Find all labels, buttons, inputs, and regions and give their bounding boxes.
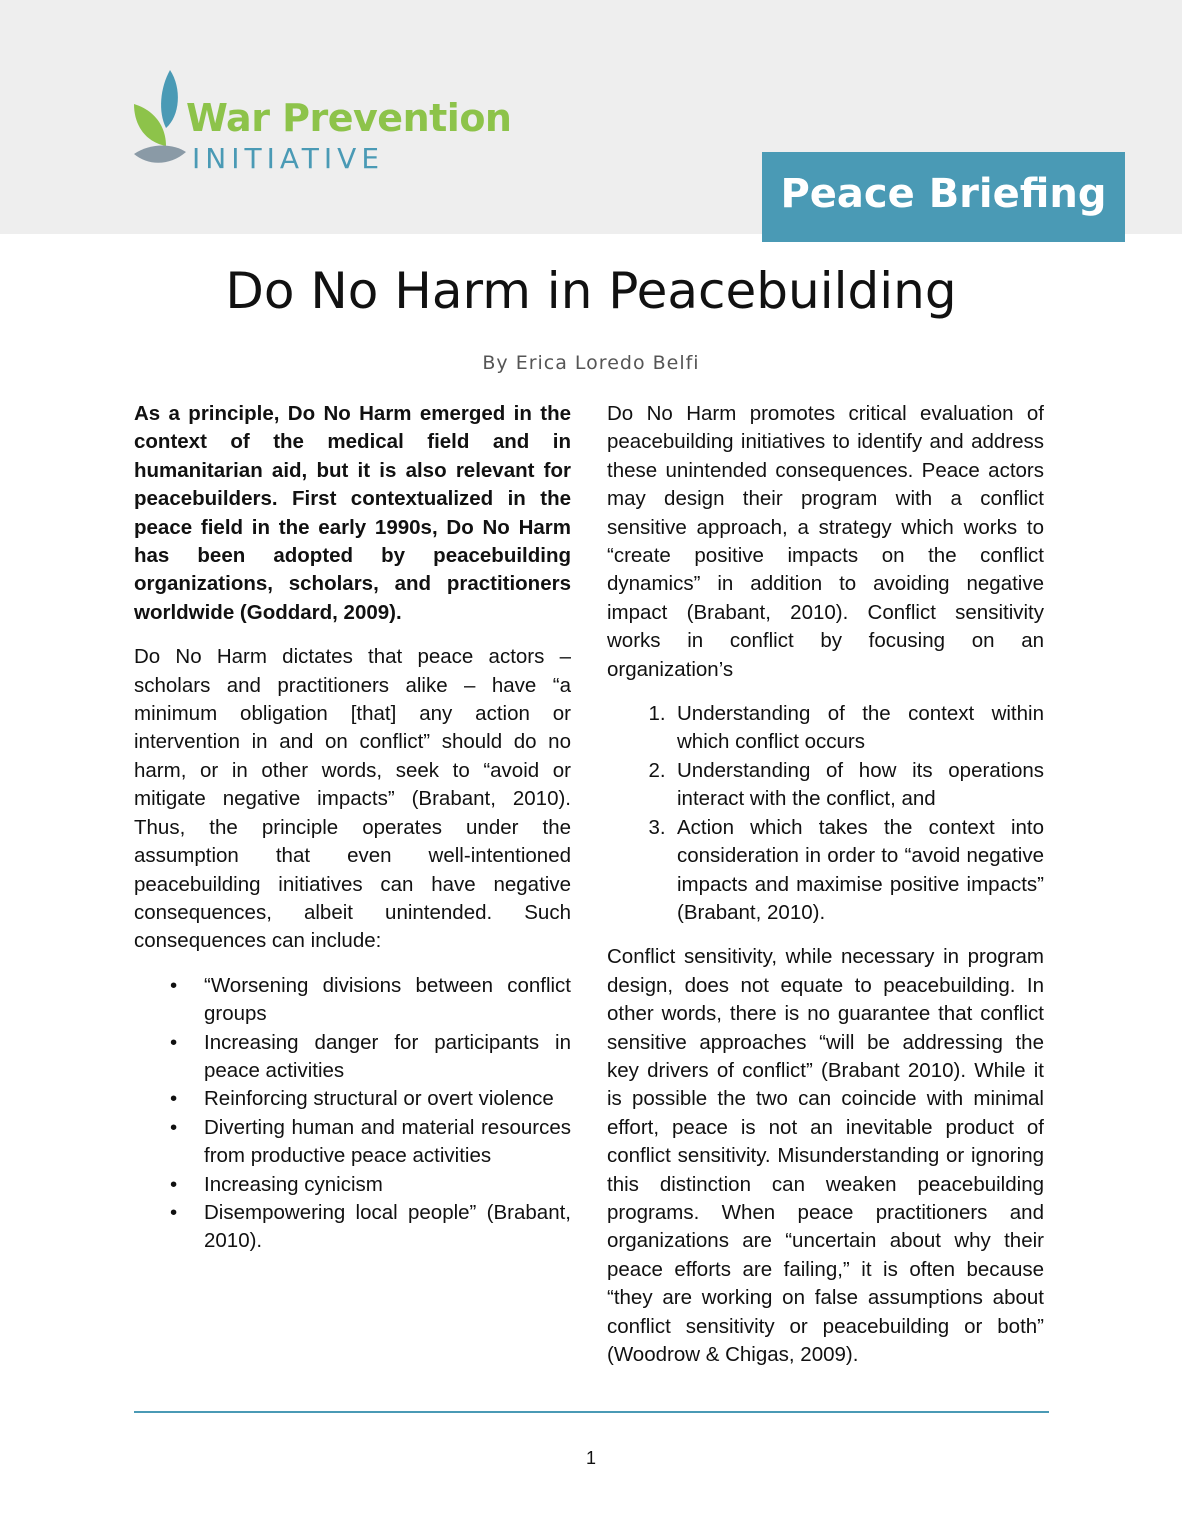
peace-briefing-badge: Peace Briefing — [762, 152, 1125, 242]
left-column — [134, 400, 571, 1272]
organization-logo — [130, 66, 510, 186]
right-column — [607, 400, 1044, 1385]
list-item: 2. Understanding of how its operations interact with the conflict, and — [677, 757, 1044, 814]
author-byline: By Erica Loredo Belfi — [482, 352, 700, 374]
list-item: • Increasing danger for participants in peace activities — [204, 1029, 571, 1086]
list-item: 1. Understanding of the context within which conflict occurs — [677, 700, 1044, 757]
list-item: • Reinforcing structural or overt violence — [204, 1085, 571, 1113]
list-item: • Disempowering local people” (Brabant, 2010). — [204, 1199, 571, 1256]
leaf-logo-icon — [130, 66, 190, 176]
body-paragraph: Conflict sensitivity, while necessary in program design, does not equate to peacebuilding. In other words, there is no guarantee that conflict sensitive approaches “will be addressing the key drivers of conflict” (Brabant 2010). While it is possible the two can coincide with minimal effort, peace is not an inevitable product of conflict sensitivity. Misunderstanding or ignoring this distinction can weaken peacebuilding programs. When peace practitioners and organizations are “uncertain about why their peace efforts are failing,” it is often because “they are working on false assumptions about conflict sensitivity or peacebuilding or both” (Woodrow & Chigas, 2009). — [607, 945, 1044, 1366]
body-paragraph: Do No Harm dictates that peace actors – scholars and practitioners alike – have “a minimum obligation [that] any action or intervention in and on conflict” should do no harm, or in other words, seek to “avoid or mitigate negative impacts” (Brabant, 2010). Thus, the principle operates under the assumption that even well-intentioned peacebuilding initiatives can have negative consequences, albeit unintended. Such consequences can include: — [134, 645, 571, 953]
intro-paragraph: As a principle, Do No Harm emerged in the context of the medical field and in humanitarian aid, but it is also relevant for peacebuilders. First contextualized in the peace field in the early 1990s, Do No Harm has been adopted by peacebuilding organizations, scholars, and practitioners worldwide (Goddard, 2009). — [134, 402, 571, 624]
page-title: Do No Harm in Peacebuilding — [225, 262, 957, 320]
consequences-list — [134, 972, 571, 1256]
logo-text-secondary: INITIATIVE — [192, 142, 385, 175]
footer-divider — [134, 1411, 1049, 1413]
conflict-sensitivity-list — [607, 700, 1044, 927]
body-paragraph: Do No Harm promotes critical evaluation of peacebuilding initiatives to identify and address these unintended consequences. Peace actors may design their program with a conflict sensitive approach, a strategy which works to “create positive impacts on the conflict dynamics” in addition to avoiding negative impact (Brabant, 2010). Conflict sensitivity works in conflict by focusing on an organization’s — [607, 402, 1044, 681]
logo-text-primary: War Prevention — [186, 96, 512, 140]
list-item: 3. Action which takes the context into consideration in order to “avoid negative impacts and maximise positive impacts” (Brabant, 2010). — [677, 814, 1044, 928]
list-item: • Diverting human and material resources from productive peace activities — [204, 1114, 571, 1171]
list-item: • Increasing cynicism — [204, 1171, 571, 1199]
list-item: • “Worsening divisions between conflict groups — [204, 972, 571, 1029]
page-number: 1 — [585, 1448, 596, 1468]
